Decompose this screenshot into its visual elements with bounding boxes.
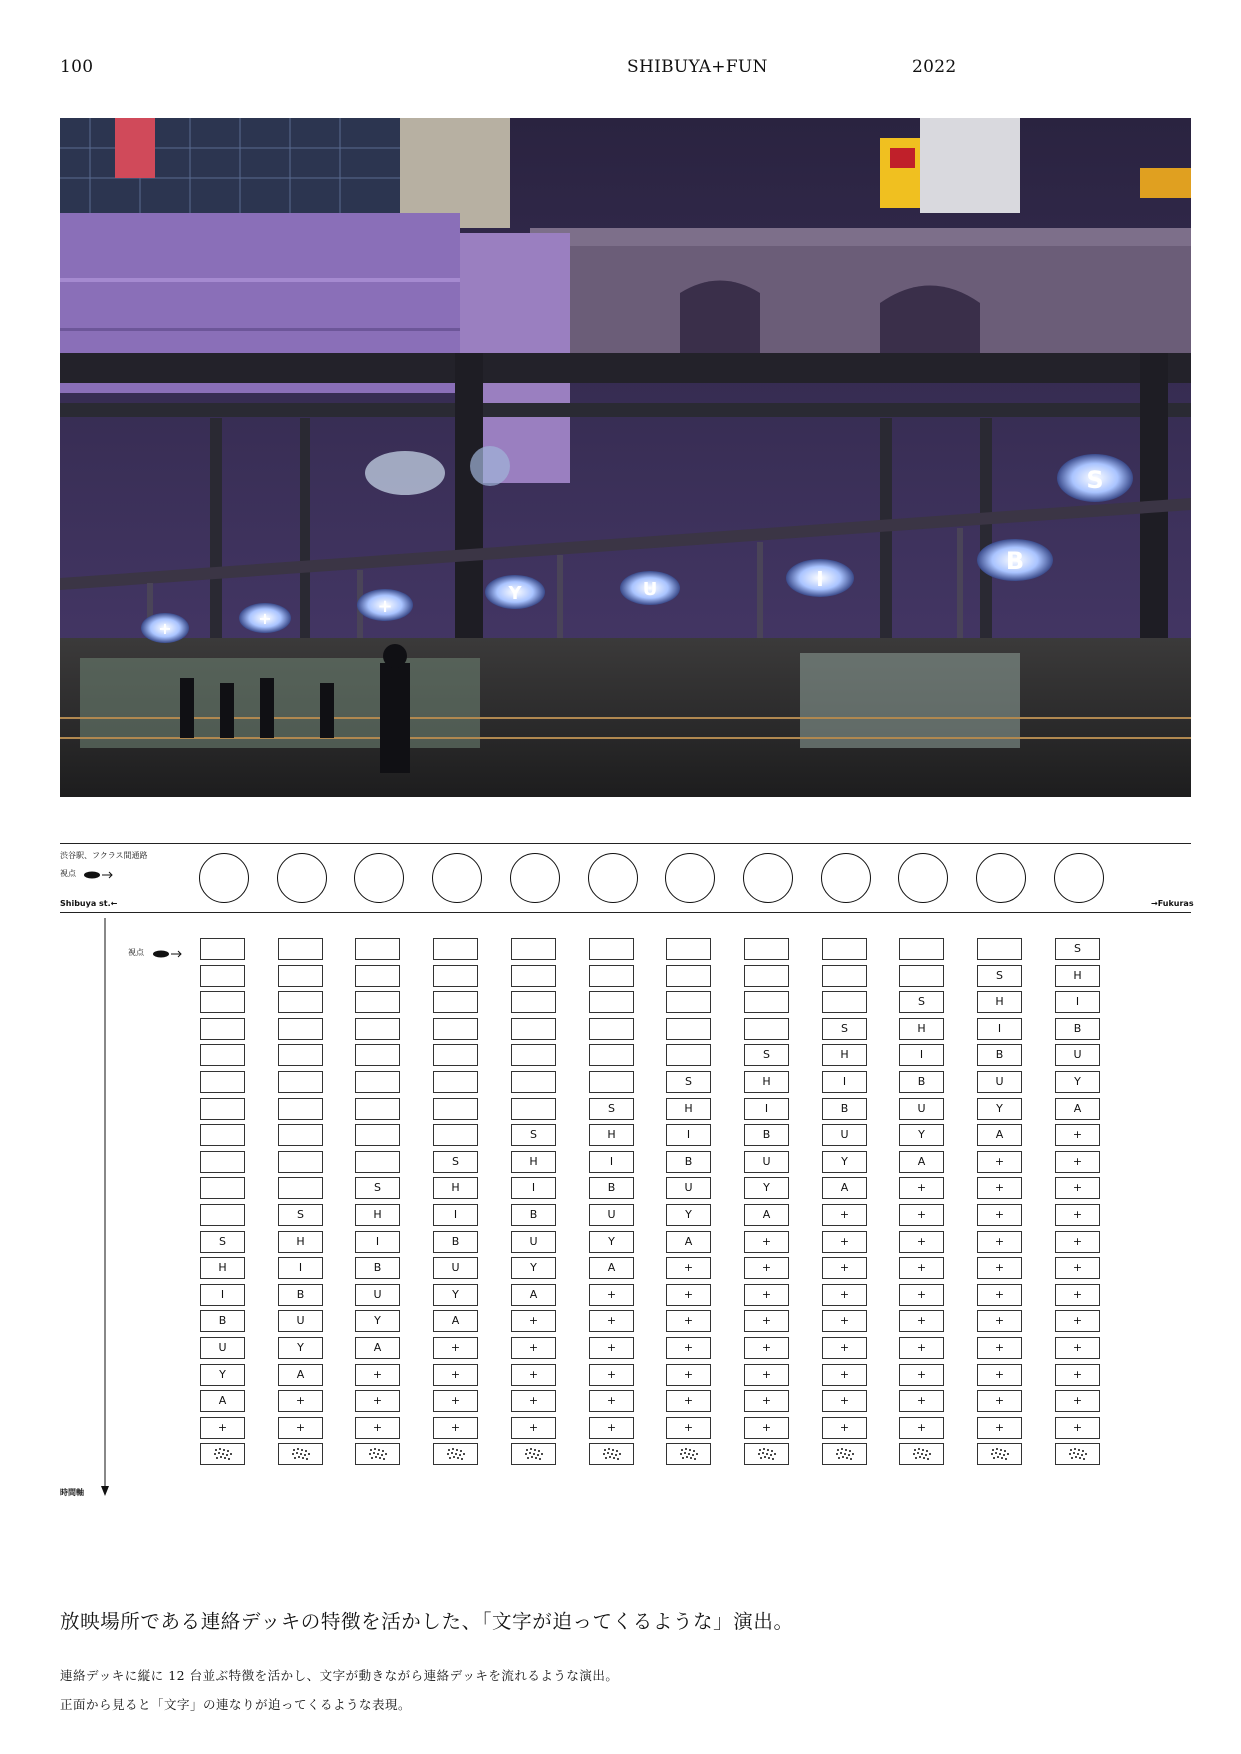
sequence-cell: U — [355, 1284, 400, 1306]
sequence-cell — [433, 938, 478, 960]
sequence-cell — [511, 965, 556, 987]
sequence-cell: H — [200, 1257, 245, 1279]
sequence-cell: I — [1055, 991, 1100, 1013]
sequence-cell: + — [977, 1204, 1022, 1226]
sequence-cell: B — [278, 1284, 323, 1306]
sequence-cell: + — [1055, 1390, 1100, 1412]
sequence-cell — [355, 1018, 400, 1040]
sequence-cell — [278, 1071, 323, 1093]
sequence-cell: S — [433, 1151, 478, 1173]
svg-text:Y: Y — [508, 583, 522, 604]
display-unit-circle — [510, 853, 560, 903]
sequence-cell: I — [666, 1124, 711, 1146]
sequence-cell: + — [511, 1417, 556, 1439]
sequence-cell: + — [511, 1337, 556, 1359]
svg-text:+: + — [258, 609, 272, 628]
sequence-cell: + — [977, 1284, 1022, 1306]
svg-text:B: B — [1005, 547, 1025, 575]
sequence-cell — [355, 991, 400, 1013]
sequence-cell — [433, 1071, 478, 1093]
sequence-cell: + — [278, 1417, 323, 1439]
sequence-cell — [200, 1124, 245, 1146]
sequence-cell: Y — [899, 1124, 944, 1146]
sequence-cell: + — [1055, 1177, 1100, 1199]
sequence-cell: + — [977, 1390, 1022, 1412]
sequence-cell: I — [200, 1284, 245, 1306]
year-label: 2022 — [912, 57, 957, 77]
sequence-cell: + — [666, 1364, 711, 1386]
top-rule — [60, 843, 1191, 844]
sequence-cell — [278, 1177, 323, 1199]
sequence-cell: A — [433, 1310, 478, 1332]
sequence-cell — [200, 991, 245, 1013]
sequence-cell: I — [899, 1044, 944, 1066]
sequence-cell: + — [744, 1310, 789, 1332]
sequence-cell: Y — [744, 1177, 789, 1199]
sequence-cell: B — [666, 1151, 711, 1173]
sequence-cell: + — [589, 1390, 634, 1412]
sequence-cell: U — [200, 1337, 245, 1359]
sequence-cell: + — [744, 1417, 789, 1439]
sequence-cell: + — [589, 1417, 634, 1439]
sequence-cell — [744, 938, 789, 960]
scatter-dots-cell — [278, 1443, 323, 1465]
svg-text:I: I — [816, 567, 824, 591]
sequence-cell: Y — [822, 1151, 867, 1173]
display-unit-circle — [354, 853, 404, 903]
sequence-cell: + — [1055, 1337, 1100, 1359]
sequence-cell: + — [666, 1310, 711, 1332]
sequence-cell: + — [666, 1257, 711, 1279]
sequence-cell: A — [355, 1337, 400, 1359]
sequence-cell — [511, 1098, 556, 1120]
sequence-cell — [433, 991, 478, 1013]
sequence-cell — [977, 938, 1022, 960]
scatter-dots-cell — [822, 1443, 867, 1465]
sequence-cell — [589, 991, 634, 1013]
sequence-cell: B — [589, 1177, 634, 1199]
sequence-cell — [589, 1018, 634, 1040]
sequence-cell — [200, 1098, 245, 1120]
sequence-cell: + — [589, 1337, 634, 1359]
sequence-cell — [200, 938, 245, 960]
sequence-cell — [589, 1044, 634, 1066]
sequence-cell — [744, 1018, 789, 1040]
sequence-cell: H — [511, 1151, 556, 1173]
sequence-cell: I — [433, 1204, 478, 1226]
sequence-cell: U — [977, 1071, 1022, 1093]
sequence-cell: I — [355, 1231, 400, 1253]
sequence-cell: + — [433, 1390, 478, 1412]
sequence-cell: A — [511, 1284, 556, 1306]
scatter-dots-cell — [977, 1443, 1022, 1465]
sequence-cell: A — [666, 1231, 711, 1253]
scatter-dots-cell — [666, 1443, 711, 1465]
viewpoint-label-top: 視点 — [60, 869, 76, 878]
sequence-cell: Y — [977, 1098, 1022, 1120]
sequence-cell: + — [355, 1417, 400, 1439]
sequence-cell: Y — [1055, 1071, 1100, 1093]
sequence-cell: + — [822, 1284, 867, 1306]
right-end-label: →Fukuras — [1151, 899, 1194, 908]
sequence-cell: + — [1055, 1231, 1100, 1253]
sequence-cell: H — [355, 1204, 400, 1226]
sequence-cell: + — [1055, 1310, 1100, 1332]
sequence-cell — [355, 1124, 400, 1146]
sequence-cell: B — [899, 1071, 944, 1093]
sequence-cell — [744, 965, 789, 987]
sequence-cell: + — [822, 1257, 867, 1279]
sequence-cell: S — [511, 1124, 556, 1146]
sequence-cell — [744, 991, 789, 1013]
left-end-label: Shibuya st.← — [60, 899, 118, 908]
sequence-cell — [433, 1124, 478, 1146]
sequence-cell: + — [822, 1364, 867, 1386]
sequence-cell: B — [200, 1310, 245, 1332]
sequence-cell: + — [822, 1310, 867, 1332]
sequence-cell: + — [977, 1177, 1022, 1199]
sequence-cell: + — [822, 1417, 867, 1439]
sequence-cell — [355, 938, 400, 960]
svg-text:U: U — [642, 579, 658, 600]
sequence-cell: + — [666, 1417, 711, 1439]
sequence-cell: + — [666, 1390, 711, 1412]
sequence-cell — [433, 1018, 478, 1040]
sequence-cell: I — [822, 1071, 867, 1093]
sequence-cell: H — [1055, 965, 1100, 987]
sequence-cell: S — [744, 1044, 789, 1066]
display-unit-circle — [432, 853, 482, 903]
sequence-cell: H — [822, 1044, 867, 1066]
sequence-cell: B — [744, 1124, 789, 1146]
sequence-cell: A — [200, 1390, 245, 1412]
sequence-cell: B — [822, 1098, 867, 1120]
sequence-cell: + — [822, 1337, 867, 1359]
sequence-cell — [666, 991, 711, 1013]
scatter-dots-cell — [511, 1443, 556, 1465]
sequence-cell: S — [200, 1231, 245, 1253]
sequence-cell: A — [977, 1124, 1022, 1146]
sequence-cell: + — [899, 1204, 944, 1226]
svg-text:+: + — [158, 619, 172, 638]
scatter-dots-cell — [899, 1443, 944, 1465]
sequence-cell: + — [589, 1284, 634, 1306]
sequence-cell — [666, 965, 711, 987]
sequence-cell: + — [511, 1390, 556, 1412]
sequence-cell — [200, 965, 245, 987]
sequence-cell: S — [899, 991, 944, 1013]
sequence-cell: + — [744, 1231, 789, 1253]
sequence-cell: + — [977, 1231, 1022, 1253]
sequence-cell — [822, 965, 867, 987]
sequence-cell: I — [977, 1018, 1022, 1040]
sequence-cell: + — [433, 1337, 478, 1359]
sequence-cell — [589, 938, 634, 960]
sequence-cell: U — [511, 1231, 556, 1253]
sequence-cell — [200, 1018, 245, 1040]
sequence-cell: + — [1055, 1417, 1100, 1439]
sequence-cell: H — [899, 1018, 944, 1040]
sequence-cell — [589, 1071, 634, 1093]
location-label: 渋谷駅、フクラス間通路 — [60, 851, 148, 860]
sequence-cell — [666, 1018, 711, 1040]
sequence-cell: + — [899, 1364, 944, 1386]
sequence-cell: + — [1055, 1124, 1100, 1146]
scatter-dots-cell — [355, 1443, 400, 1465]
sequence-cell — [589, 965, 634, 987]
sequence-cell: + — [977, 1364, 1022, 1386]
sequence-cell: + — [899, 1310, 944, 1332]
sequence-cell: I — [589, 1151, 634, 1173]
sequence-cell: H — [666, 1098, 711, 1120]
sequence-cell: S — [822, 1018, 867, 1040]
display-unit-circle — [898, 853, 948, 903]
sequence-cell: + — [744, 1364, 789, 1386]
sequence-cell: + — [822, 1231, 867, 1253]
display-unit-circle — [277, 853, 327, 903]
sequence-cell: + — [200, 1417, 245, 1439]
sequence-cell — [511, 938, 556, 960]
sequence-cell: + — [511, 1310, 556, 1332]
sequence-cell: Y — [511, 1257, 556, 1279]
sequence-cell: + — [899, 1177, 944, 1199]
sequence-cell: A — [822, 1177, 867, 1199]
sequence-cell — [355, 1098, 400, 1120]
sequence-cell: I — [511, 1177, 556, 1199]
caption-body-line: 連絡デッキに縦に 12 台並ぶ特徴を活かし、文字が動きながら連絡デッキを流れるような演出。 — [60, 1668, 619, 1683]
sequence-cell — [355, 965, 400, 987]
display-unit-circle — [976, 853, 1026, 903]
sequence-cell — [511, 991, 556, 1013]
sequence-cell: + — [355, 1390, 400, 1412]
sequence-cell: + — [1055, 1284, 1100, 1306]
sequence-cell: U — [589, 1204, 634, 1226]
display-unit-circle — [665, 853, 715, 903]
sequence-cell — [511, 1044, 556, 1066]
sequence-cell: + — [1055, 1151, 1100, 1173]
sequence-cell: + — [1055, 1204, 1100, 1226]
sequence-cell: + — [977, 1257, 1022, 1279]
sequence-cell — [278, 938, 323, 960]
sequence-cell: S — [589, 1098, 634, 1120]
sequence-cell: U — [278, 1310, 323, 1332]
sequence-cell: S — [666, 1071, 711, 1093]
display-unit-circle — [199, 853, 249, 903]
eye-arrow-icon — [84, 866, 114, 885]
sequence-cell — [433, 1098, 478, 1120]
sequence-cell: + — [744, 1337, 789, 1359]
sequence-cell: + — [589, 1364, 634, 1386]
sequence-cell: B — [1055, 1018, 1100, 1040]
scatter-dots-cell — [1055, 1443, 1100, 1465]
sequence-cell: B — [355, 1257, 400, 1279]
caption-heading: 放映場所である連絡デッキの特徴を活かした、「文字が迫ってくるような」演出。 — [60, 1610, 794, 1633]
sequence-cell: S — [355, 1177, 400, 1199]
svg-text:S: S — [1086, 466, 1104, 494]
sequence-cell: + — [899, 1284, 944, 1306]
sequence-cell: U — [433, 1257, 478, 1279]
sequence-cell — [666, 1044, 711, 1066]
sequence-cell: + — [1055, 1364, 1100, 1386]
sequence-cell — [355, 1151, 400, 1173]
sequence-cell: + — [355, 1364, 400, 1386]
sequence-cell — [278, 1018, 323, 1040]
sequence-cell — [278, 1151, 323, 1173]
sequence-cell: B — [433, 1231, 478, 1253]
sequence-cell — [355, 1044, 400, 1066]
sequence-cell: + — [899, 1337, 944, 1359]
sequence-cell: + — [744, 1390, 789, 1412]
sequence-cell — [433, 1044, 478, 1066]
sequence-cell — [200, 1151, 245, 1173]
bottom-rule — [60, 912, 1191, 913]
sequence-cell: S — [1055, 938, 1100, 960]
time-axis-arrow — [99, 918, 111, 1502]
sequence-cell: + — [511, 1364, 556, 1386]
sequence-cell: + — [977, 1310, 1022, 1332]
sequence-cell — [278, 991, 323, 1013]
sequence-cell: A — [744, 1204, 789, 1226]
sequence-cell — [278, 965, 323, 987]
sequence-cell: U — [666, 1177, 711, 1199]
sequence-cell: U — [744, 1151, 789, 1173]
sequence-cell: I — [744, 1098, 789, 1120]
sequence-cell — [200, 1044, 245, 1066]
eye-arrow-icon — [153, 945, 183, 964]
sequence-cell: S — [977, 965, 1022, 987]
night-footbridge-photo — [60, 118, 1191, 797]
sequence-cell: + — [977, 1151, 1022, 1173]
sequence-cell: + — [666, 1337, 711, 1359]
sequence-cell: + — [666, 1284, 711, 1306]
scatter-dots-cell — [744, 1443, 789, 1465]
sequence-cell: Y — [200, 1364, 245, 1386]
publication-title: SHIBUYA+FUN — [627, 57, 768, 77]
sequence-cell: A — [589, 1257, 634, 1279]
sequence-cell — [278, 1098, 323, 1120]
sequence-cell: + — [589, 1310, 634, 1332]
sequence-cell — [666, 938, 711, 960]
sequence-cell: H — [589, 1124, 634, 1146]
sequence-cell — [200, 1204, 245, 1226]
display-unit-circle — [821, 853, 871, 903]
sequence-cell: Y — [355, 1310, 400, 1332]
sequence-cell: I — [278, 1257, 323, 1279]
sequence-cell: + — [899, 1390, 944, 1412]
display-unit-circle — [1054, 853, 1104, 903]
sequence-cell: + — [899, 1257, 944, 1279]
sequence-cell: + — [977, 1337, 1022, 1359]
sequence-cell: + — [744, 1284, 789, 1306]
time-axis-label: 時間軸 — [60, 1488, 84, 1497]
scatter-dots-cell — [200, 1443, 245, 1465]
sequence-cell: + — [433, 1364, 478, 1386]
sequence-cell: U — [822, 1124, 867, 1146]
sequence-cell: Y — [278, 1337, 323, 1359]
scatter-dots-cell — [589, 1443, 634, 1465]
sequence-cell: Y — [589, 1231, 634, 1253]
sequence-cell — [278, 1124, 323, 1146]
sequence-cell: + — [744, 1257, 789, 1279]
sequence-cell — [355, 1071, 400, 1093]
sequence-cell: + — [822, 1204, 867, 1226]
sequence-cell: A — [899, 1151, 944, 1173]
sequence-cell — [511, 1071, 556, 1093]
sequence-cell: + — [822, 1390, 867, 1412]
sequence-cell: H — [977, 991, 1022, 1013]
sequence-cell: H — [744, 1071, 789, 1093]
sequence-cell: B — [511, 1204, 556, 1226]
sequence-cell: + — [1055, 1257, 1100, 1279]
sequence-cell: A — [278, 1364, 323, 1386]
caption-body-line: 正面から見ると「文字」の連なりが迫ってくるような表現。 — [60, 1697, 412, 1712]
sequence-cell — [278, 1044, 323, 1066]
sequence-cell — [200, 1071, 245, 1093]
sequence-cell — [899, 938, 944, 960]
sequence-cell: H — [433, 1177, 478, 1199]
sequence-cell: + — [278, 1390, 323, 1412]
sequence-cell: Y — [433, 1284, 478, 1306]
sequence-cell: + — [899, 1417, 944, 1439]
sequence-cell: B — [977, 1044, 1022, 1066]
sequence-cell: Y — [666, 1204, 711, 1226]
display-unit-circle — [588, 853, 638, 903]
sequence-cell: S — [278, 1204, 323, 1226]
svg-text:+: + — [377, 596, 393, 617]
sequence-cell — [511, 1018, 556, 1040]
page-number: 100 — [60, 57, 94, 77]
sequence-cell — [822, 991, 867, 1013]
sequence-cell: H — [278, 1231, 323, 1253]
display-unit-circle — [743, 853, 793, 903]
viewpoint-label-grid: 視点 — [128, 948, 144, 957]
sequence-cell — [200, 1177, 245, 1199]
scatter-dots-cell — [433, 1443, 478, 1465]
sequence-cell: A — [1055, 1098, 1100, 1120]
sequence-cell: U — [899, 1098, 944, 1120]
sequence-cell: + — [899, 1231, 944, 1253]
sequence-cell: + — [977, 1417, 1022, 1439]
sequence-cell: U — [1055, 1044, 1100, 1066]
sequence-cell — [433, 965, 478, 987]
sequence-cell — [899, 965, 944, 987]
sequence-cell: + — [433, 1417, 478, 1439]
sequence-cell — [822, 938, 867, 960]
